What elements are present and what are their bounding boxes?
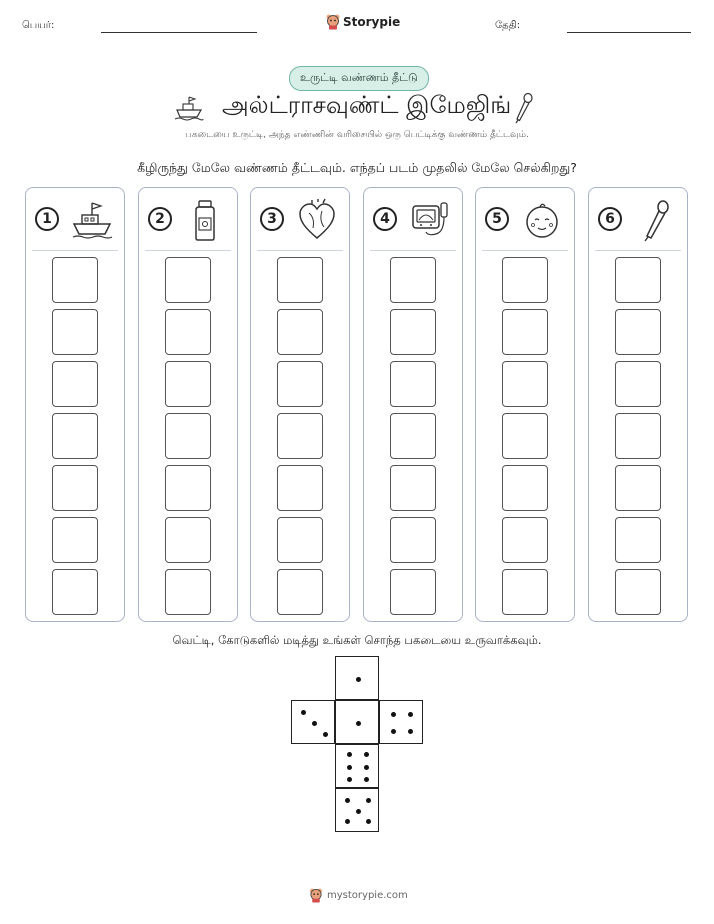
color-box[interactable]: [615, 361, 661, 407]
roll-column-6: [588, 187, 688, 622]
color-box[interactable]: [165, 361, 211, 407]
color-box[interactable]: [52, 309, 98, 355]
color-box[interactable]: [277, 569, 323, 615]
column-number: 5: [485, 207, 509, 231]
column-number: 1: [35, 207, 59, 231]
color-box[interactable]: [390, 257, 436, 303]
color-box[interactable]: [390, 413, 436, 459]
page-title: அல்ட்ராசவுண்ட் இமேஜிங்: [222, 91, 512, 119]
ultrasound-probe-icon: [510, 92, 536, 124]
roll-column-1: [25, 187, 125, 622]
die-pip: [347, 777, 352, 782]
column-divider: [32, 250, 118, 251]
die-pip: [347, 752, 352, 757]
color-box[interactable]: [52, 517, 98, 563]
footer-url[interactable]: mystorypie.com: [327, 890, 408, 901]
color-box[interactable]: [165, 257, 211, 303]
column-number: 2: [148, 207, 172, 231]
brand-logo: [326, 14, 400, 30]
color-box[interactable]: [390, 517, 436, 563]
column-number: 6: [598, 207, 622, 231]
color-box[interactable]: [52, 413, 98, 459]
die-face: [335, 656, 379, 700]
die-pip: [345, 819, 350, 824]
color-box[interactable]: [165, 309, 211, 355]
boat-icon: [174, 95, 204, 121]
color-box[interactable]: [277, 465, 323, 511]
worksheet-badge: உருட்டி வண்ணம் தீட்டு: [289, 66, 429, 91]
die-face: [335, 700, 379, 744]
question-text: கீழிருந்து மேலே வண்ணம் தீட்டவும். எந்தப் படம் முதலில் மேலே செல்கிறது?: [137, 160, 577, 175]
color-box[interactable]: [615, 309, 661, 355]
color-box[interactable]: [390, 361, 436, 407]
die-pip: [366, 798, 371, 803]
color-box[interactable]: [52, 361, 98, 407]
color-box[interactable]: [165, 413, 211, 459]
heart-icon: [295, 198, 339, 242]
bear-mascot-icon: [326, 14, 340, 30]
cut-instruction: வெட்டி, கோடுகளில் மடித்து உங்கள் சொந்த பகடையை உருவாக்கவும்.: [172, 633, 542, 647]
color-box[interactable]: [165, 517, 211, 563]
die-pip: [356, 677, 361, 682]
die-face: [335, 744, 379, 788]
roll-column-5: [475, 187, 575, 622]
column-divider: [257, 250, 343, 251]
name-line[interactable]: [101, 32, 257, 33]
die-pip: [408, 729, 413, 734]
roll-column-4: [363, 187, 463, 622]
color-box[interactable]: [390, 465, 436, 511]
date-label: தேதி:: [495, 20, 521, 31]
color-box[interactable]: [615, 465, 661, 511]
die-face: [291, 700, 335, 744]
footer: [309, 888, 408, 903]
color-box[interactable]: [502, 413, 548, 459]
baby-face-icon: [520, 198, 564, 242]
die-pip: [312, 721, 317, 726]
color-box[interactable]: [502, 569, 548, 615]
roll-column-2: [138, 187, 238, 622]
die-pip: [345, 798, 350, 803]
column-number: 4: [373, 207, 397, 231]
color-box[interactable]: [390, 569, 436, 615]
die-pip: [408, 712, 413, 717]
ultrasound-machine-icon: [408, 198, 452, 242]
ultrasound-probe-icon: [633, 198, 677, 242]
color-box[interactable]: [52, 257, 98, 303]
color-box[interactable]: [615, 257, 661, 303]
die-pip: [356, 721, 361, 726]
color-box[interactable]: [52, 465, 98, 511]
color-box[interactable]: [502, 309, 548, 355]
gel-bottle-icon: [183, 198, 227, 242]
column-divider: [370, 250, 456, 251]
brand-name: Storypie: [343, 15, 401, 29]
die-face: [379, 700, 423, 744]
name-label: பெயர்:: [22, 20, 55, 31]
roll-column-3: [250, 187, 350, 622]
column-divider: [482, 250, 568, 251]
column-divider: [145, 250, 231, 251]
color-box[interactable]: [502, 517, 548, 563]
column-divider: [595, 250, 681, 251]
color-box[interactable]: [165, 465, 211, 511]
color-box[interactable]: [277, 361, 323, 407]
color-box[interactable]: [615, 413, 661, 459]
color-box[interactable]: [52, 569, 98, 615]
color-box[interactable]: [502, 465, 548, 511]
die-pip: [323, 732, 328, 737]
color-box[interactable]: [390, 309, 436, 355]
color-box[interactable]: [502, 257, 548, 303]
die-pip: [364, 777, 369, 782]
die-pip: [356, 809, 361, 814]
column-number: 3: [260, 207, 284, 231]
color-box[interactable]: [277, 257, 323, 303]
date-line[interactable]: [567, 32, 691, 33]
bear-mascot-icon: [309, 888, 323, 903]
color-box[interactable]: [277, 309, 323, 355]
die-pip: [366, 819, 371, 824]
die-pip: [364, 765, 369, 770]
color-box[interactable]: [277, 413, 323, 459]
die-pip: [364, 752, 369, 757]
color-box[interactable]: [615, 517, 661, 563]
color-box[interactable]: [502, 361, 548, 407]
boat-icon: [70, 198, 114, 242]
color-box[interactable]: [277, 517, 323, 563]
die-pip: [391, 729, 396, 734]
die-pip: [391, 712, 396, 717]
color-box[interactable]: [615, 569, 661, 615]
die-pip: [301, 710, 306, 715]
instructions-text: பகடையை உருட்டி, அந்த எண்ணின் வரிசையில் ஒரு பெட்டிக்கு வண்ணம் தீட்டவும்.: [185, 130, 529, 140]
die-face: [335, 788, 379, 832]
die-pip: [347, 765, 352, 770]
color-box[interactable]: [165, 569, 211, 615]
